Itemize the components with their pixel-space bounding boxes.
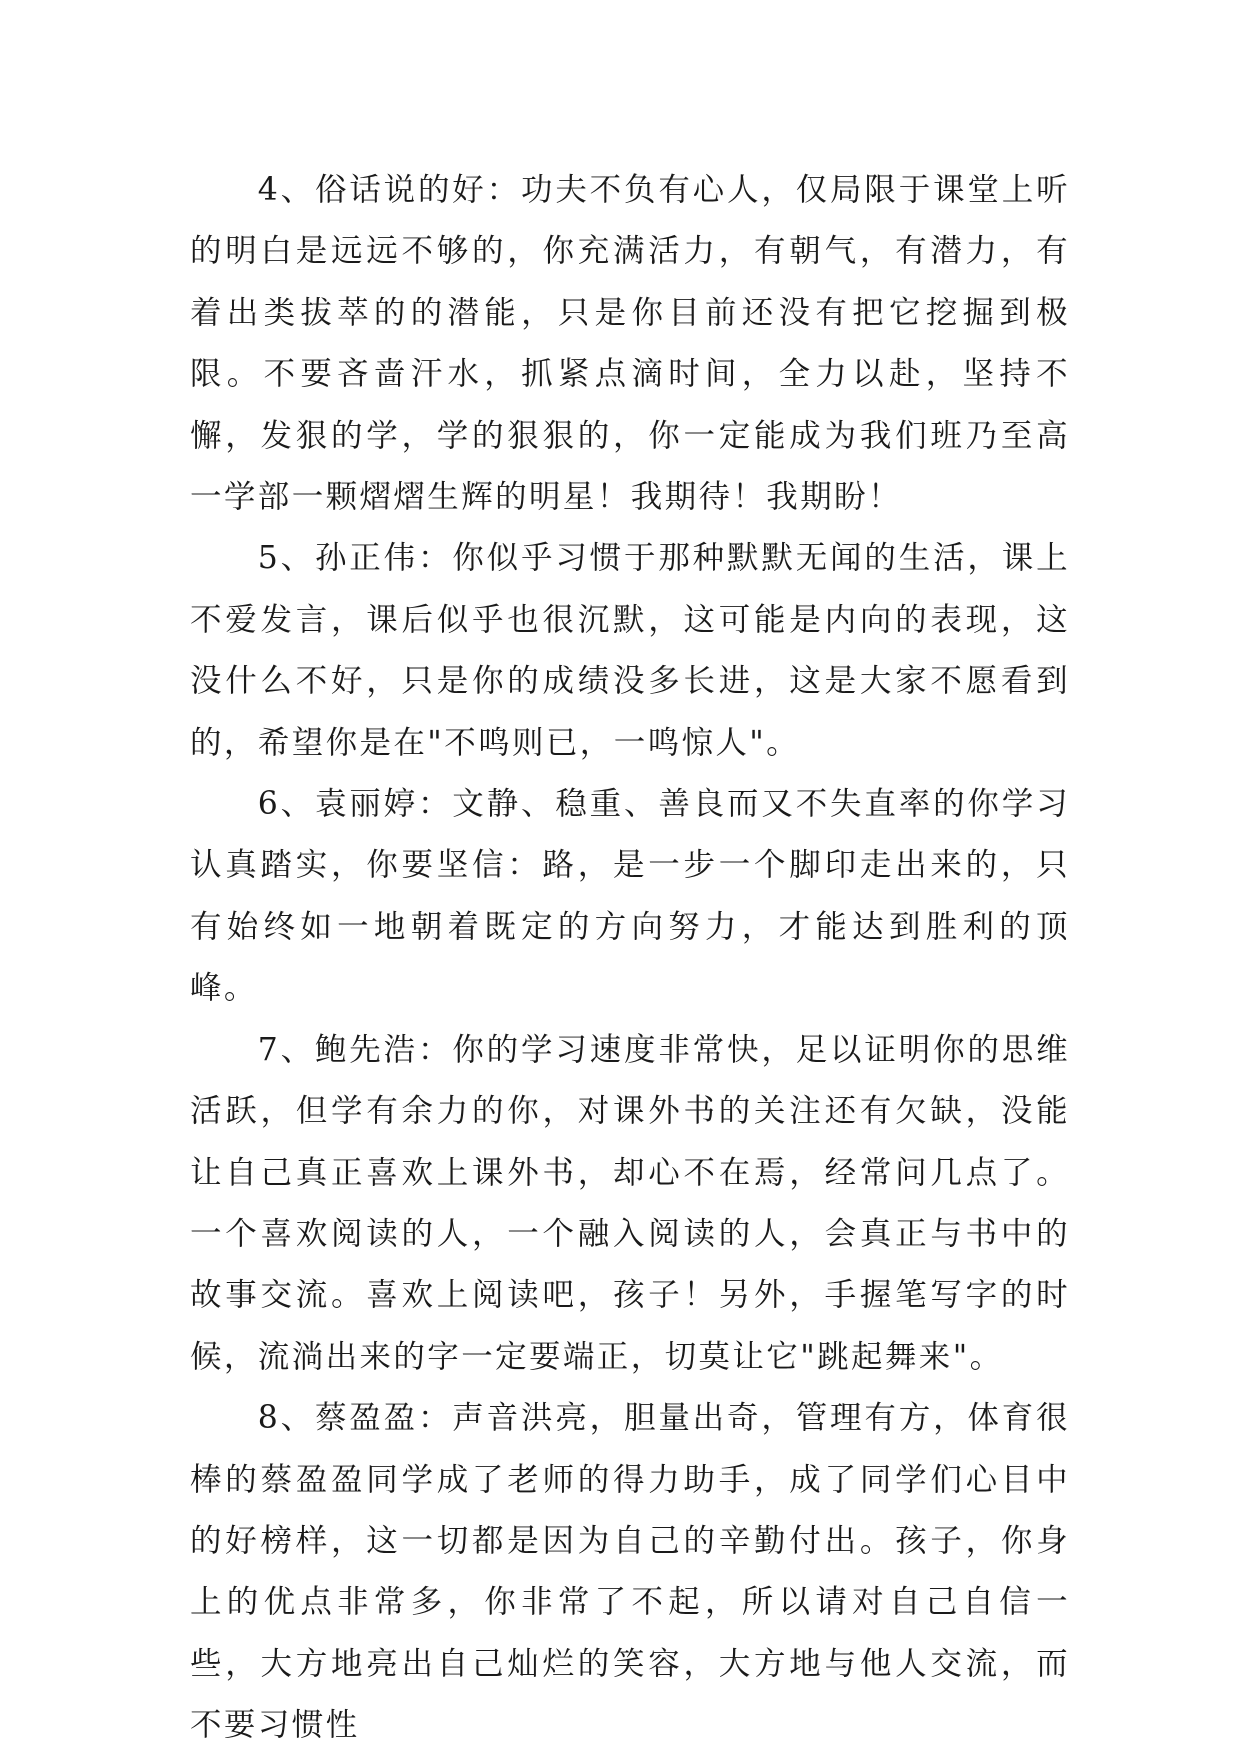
paragraph-6: 6、袁丽婷：文静、稳重、善良而又不失直率的你学习认真踏实，你要坚信：路，是一步一个脚印走出来的，只有始终如一地朝着既定的方向努力，才能达到胜利的顶峰。 <box>190 786 1070 1007</box>
paragraph-4: 4、俗话说的好：功夫不负有心人，仅局限于课堂上听的明白是远远不够的，你充满活力，有朝气，有潜力，有着出类拔萃的的潜能，只是你目前还没有把它挖掘到极限。不要吝啬汗水，抓紧点滴时间，全力以赴，坚持不懈，发狠的学，学的狠狠的，你一定能成为我们班乃至高一学部一颗熠熠生辉的明星！我期待！我期盼！ <box>190 172 1070 516</box>
paragraph-8: 8、蔡盈盈：声音洪亮，胆量出奇，管理有方，体育很棒的蔡盈盈同学成了老师的得力助手，成了同学们心目中的好榜样，这一切都是因为自己的辛勤付出。孩子，你身上的优点非常多，你非常了不起，所以请对自己自信一些，大方地亮出自己灿烂的笑容，大方地与他人交流，而不要习惯性 <box>190 1400 1070 1744</box>
paragraph-7: 7、鲍先浩：你的学习速度非常快，足以证明你的思维活跃，但学有余力的你，对课外书的关注还有欠缺，没能让自己真正喜欢上课外书，却心不在焉，经常问几点了。一个喜欢阅读的人，一个融入阅读的人，会真正与书中的故事交流。喜欢上阅读吧，孩子！另外，手握笔写字的时候，流淌出来的字一定要端正，切莫让它"跳起舞来"。 <box>190 1031 1070 1375</box>
paragraph-5: 5、孙正伟：你似乎习惯于那种默默无闻的生活，课上不爱发言，课后似乎也很沉默，这可能是内向的表现，这没什么不好，只是你的成绩没多长进，这是大家不愿看到的，希望你是在"不鸣则已，一鸣惊人"。 <box>190 540 1070 761</box>
document-body <box>190 160 1070 1757</box>
